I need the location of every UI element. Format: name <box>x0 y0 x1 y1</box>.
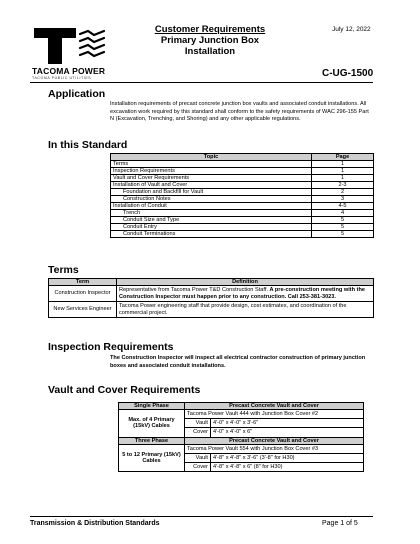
table-row <box>111 203 374 210</box>
toc-topic: Foundation and Backfill for Vault <box>111 189 312 196</box>
toc-topic: Conduit Entry <box>111 224 312 231</box>
single-phase-header: Single Phase <box>119 403 185 410</box>
definition-text: Representative from Tacoma Power T&D Construction Staff. <box>119 287 268 293</box>
cover-label: Cover <box>185 463 211 472</box>
table-row <box>111 161 374 168</box>
terms-col-definition: Definition <box>117 279 374 286</box>
table-row <box>111 224 374 231</box>
table-row <box>111 175 374 182</box>
toc-heading: In this Standard <box>48 139 128 151</box>
toc-col-page: Page <box>312 154 374 161</box>
vault-table <box>118 402 364 472</box>
logo-name: TACOMA POWER <box>32 66 106 76</box>
vault-label: Vault <box>185 419 211 428</box>
product-name: Tacoma Power Vault 554 with Junction Box Cover #3 <box>185 444 364 453</box>
toc-page: 5 <box>312 224 374 231</box>
precast-header: Precast Concrete Vault and Cover <box>185 403 364 410</box>
toc-page: 2 <box>312 189 374 196</box>
term-definition <box>117 286 374 302</box>
toc-col-topic: Topic <box>111 154 312 161</box>
page-number: Page 1 of 5 <box>322 520 358 527</box>
table-row <box>119 410 364 419</box>
table-row <box>111 182 374 189</box>
title-line-3: Installation <box>184 46 236 57</box>
table-row <box>111 168 374 175</box>
document-code: C-UG-1500 <box>322 68 374 79</box>
toc-topic: Inspection Requirements <box>111 168 312 175</box>
inspection-text: The Construction Inspector will inspect all electrical contractor construction of primary junction boxes and associated conduit installations. <box>110 355 366 369</box>
toc-topic: Conduit Size and Type <box>111 217 312 224</box>
title-line-1: Customer Requirements <box>154 24 266 35</box>
definition-bold-text: A pre-construction meeting with the Construction Inspector must happen prior to any construction. Call 253-381-3023. <box>119 287 365 300</box>
document-title <box>130 24 290 57</box>
table-row <box>111 217 374 224</box>
table-row <box>111 189 374 196</box>
application-text: Installation requirements of precast concrete junction box vaults and associated conduit installations. All excavation work required by this standard shall conform to the safety requirements of WAC 296-155 Part N (Excavation, Trenching, and Shoring) and any other applicable regulations. <box>110 101 369 123</box>
vault-heading: Vault and Cover Requirements <box>48 384 201 396</box>
three-phase-header: Three Phase <box>119 437 185 444</box>
toc-table <box>110 153 374 238</box>
product-name: Tacoma Power Vault 444 with Junction Box Cover #2 <box>185 410 364 419</box>
term-name: New Services Engineer <box>49 302 117 318</box>
toc-topic: Vault and Cover Requirements <box>111 175 312 182</box>
toc-topic: Construction Notes <box>111 196 312 203</box>
document-date: July 12, 2022 <box>332 26 371 33</box>
toc-topic: Installation of Conduit <box>111 203 312 210</box>
vault-dimensions: 4'-8" x 4'-8" x 3'-6" (3'-8" for H30) <box>211 453 364 462</box>
cover-dimensions: 4'-0" x 4'-0" x 6" <box>211 428 364 437</box>
precast-header: Precast Concrete Vault and Cover <box>185 437 364 444</box>
term-definition: Tacoma Power engineering staff that provide design, cost estimates, and coordination of the commercial project. <box>117 302 374 318</box>
toc-page: 3 <box>312 196 374 203</box>
table-row <box>111 210 374 217</box>
toc-topic: Trench <box>111 210 312 217</box>
toc-page: 5 <box>312 231 374 238</box>
application-heading: Application <box>48 88 106 100</box>
vault-label: Vault <box>185 453 211 462</box>
table-row <box>111 231 374 238</box>
cable-spec: 5 to 12 Primary (15kV) Cables <box>119 444 185 472</box>
logo-tagline: TACOMA PUBLIC UTILITIES <box>32 76 92 80</box>
toc-page: 4 <box>312 210 374 217</box>
footer-title: Transmission & Distribution Standards <box>30 520 160 527</box>
tacoma-power-logo <box>32 26 110 66</box>
toc-topic: Installation of Vault and Cover <box>111 182 312 189</box>
table-row <box>49 286 374 302</box>
toc-page: 4-5 <box>312 203 374 210</box>
toc-page: 5 <box>312 217 374 224</box>
vault-dimensions: 4'-0" x 4'-0" x 3'-6" <box>211 419 364 428</box>
toc-page: 2-3 <box>312 182 374 189</box>
table-row <box>111 196 374 203</box>
terms-col-term: Term <box>49 279 117 286</box>
toc-page: 1 <box>312 161 374 168</box>
footer-divider <box>30 516 373 517</box>
terms-heading: Terms <box>48 264 79 276</box>
term-name: Construction Inspector <box>49 286 117 302</box>
title-line-2: Primary Junction Box <box>160 35 260 46</box>
cable-spec: Max. of 4 Primary (15kV) Cables <box>119 410 185 438</box>
table-row <box>119 444 364 453</box>
toc-page: 1 <box>312 175 374 182</box>
cover-dimensions: 4'-8" x 4'-8" x 6" (8" for H30) <box>211 463 364 472</box>
header-divider <box>30 82 373 83</box>
toc-topic: Conduit Terminations <box>111 231 312 238</box>
toc-topic: Terms <box>111 161 312 168</box>
toc-page: 1 <box>312 168 374 175</box>
table-row <box>49 302 374 318</box>
inspection-heading: Inspection Requirements <box>48 341 174 353</box>
cover-label: Cover <box>185 428 211 437</box>
terms-table <box>48 278 374 318</box>
